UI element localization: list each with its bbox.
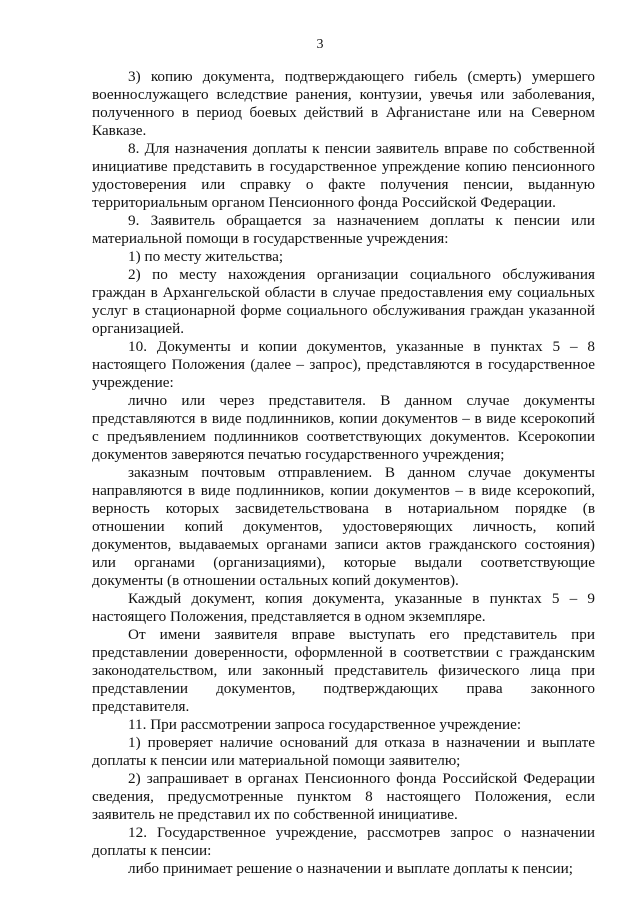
paragraph-9-where-to-apply: 9. Заявитель обращается за назначением доплаты к пенсии или материальной помощи в государственные учреждения: bbox=[92, 212, 595, 247]
paragraph-10-in-person: лично или через представителя. В данном случае документы представляются в виде подлинников, копии документов – в виде ксерокопий с предъявлением подлинников соответствующих документов. Ксерокопии документов заверяются печатью государственного учреждения; bbox=[92, 392, 595, 463]
paragraph-11-item-1: 1) проверяет наличие оснований для отказа в назначении и выплате доплаты к пенсии или материальной помощи заявителю; bbox=[92, 734, 595, 769]
paragraph-9-item-1: 1) по месту жительства; bbox=[128, 248, 284, 265]
paragraph-10-single-copy: Каждый документ, копия документа, указанные в пунктах 5 – 9 настоящего Положения, представляется в одном экземпляре. bbox=[92, 590, 595, 625]
document-body bbox=[92, 68, 595, 878]
paragraph-12-option-grant: либо принимает решение о назначении и выплате доплаты к пенсии; bbox=[128, 860, 573, 877]
paragraph-9-item-2: 2) по месту нахождения организации социального обслуживания граждан в Архангельской области в случае предоставления ему социальных услуг в стационарной форме социального обслуживания граждан указанной организацией. bbox=[92, 266, 595, 337]
paragraph-12-decision: 12. Государственное учреждение, рассмотрев запрос о назначении доплаты к пенсии: bbox=[92, 824, 595, 859]
paragraph-item-3-death-document: 3) копию документа, подтверждающего гибель (смерть) умершего военнослужащего вследствие ранения, контузии, увечья или заболевания, полученного в период боевых действий в Афганистане или на Северном Кавказе. bbox=[92, 68, 595, 139]
page-number: 3 bbox=[316, 37, 324, 52]
paragraph-11-item-2: 2) запрашивает в органах Пенсионного фонда Российской Федерации сведения, предусмотренные пунктом 8 настоящего Положения, если заявитель не представил их по собственной инициативе. bbox=[92, 770, 595, 823]
paragraph-11-review: 11. При рассмотрении запроса государственное учреждение: bbox=[128, 716, 522, 733]
paragraph-8-pension-certificate: 8. Для назначения доплаты к пенсии заявитель вправе по собственной инициативе представить в государственное упреждение копию пенсионного удостоверения или справку о факте получения пенсии, выданную территориальным органом Пенсионного фонда Российской Федерации. bbox=[92, 140, 595, 211]
paragraph-10-submission: 10. Документы и копии документов, указанные в пунктах 5 – 8 настоящего Положения (далее – запрос), представляются в государственное учреждение: bbox=[92, 338, 595, 391]
paragraph-10-representative: От имени заявителя вправе выступать его представитель при представлении доверенности, оформленной в соответствии с гражданским законодательством, или законный представитель физического лица при представлении документов, подтверждающих права законного представителя. bbox=[92, 626, 595, 715]
paragraph-10-by-mail: заказным почтовым отправлением. В данном случае документы направляются в виде подлинников, копии документов – в виде ксерокопий, верность которых засвидетельствована в нотариальном порядке (в отношении копий документов, удостоверяющих личность, копий документов, выдаваемых органами записи актов гражданского состояния) или органами (организациями), которые выдали соответствующие документы (в отношении остальных копий документов). bbox=[92, 464, 595, 589]
